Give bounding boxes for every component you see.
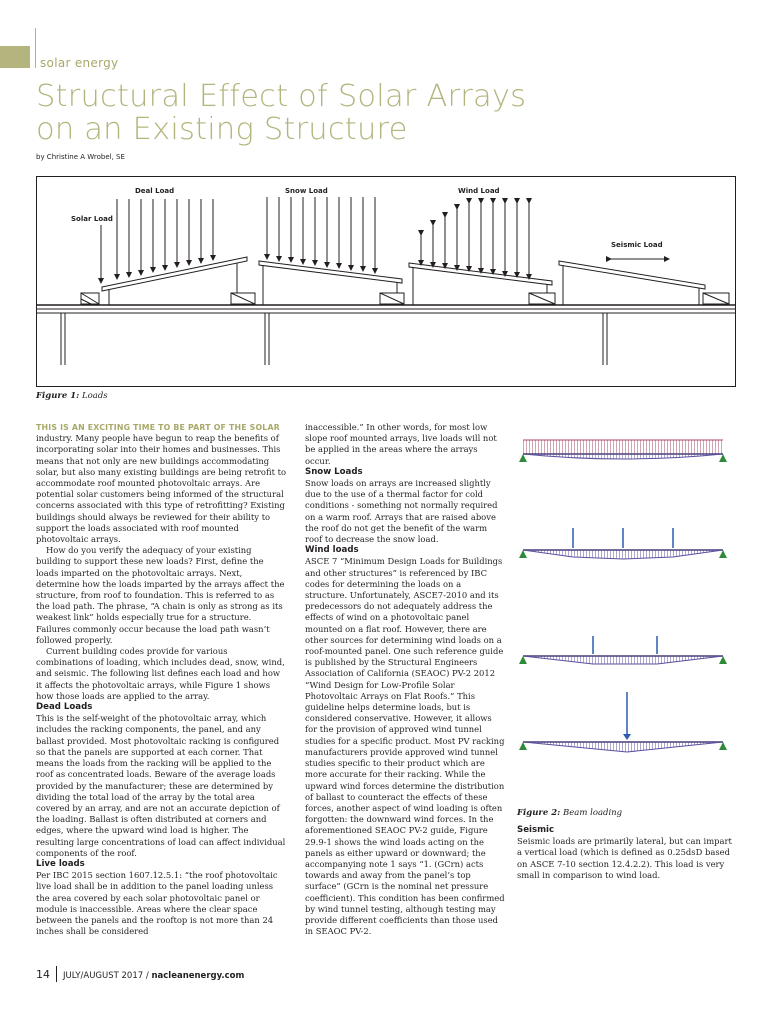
figure-1-loads-diagram [36,176,736,387]
figure-1-caption: Figure 1: Loads [36,391,108,401]
title-line-1: Structural Effect of Solar Arrays [36,79,527,114]
label-dead-load: Deal Load [135,187,175,195]
paragraph: How do you verify the adequacy of your existing building to support these new loads? First, define the loads imparted on the photovoltaic arrays. Next, determine how the loads imparted by the arrays affect the structure, from roof to foundation. This is referred to as the load path. The phrase, “A chain is only as strong as its weakest link” holds especially true for a structure. Failures commonly occur because the load path wasn’t followed properly. [36,545,285,645]
figure-2-beam-diagrams [517,422,732,804]
figure-2-caption: Figure 2: Beam loading [517,808,623,818]
heading-seismic: Seismic [517,825,555,835]
paragraph: This is the self-weight of the photovoltaic array, which includes the racking components, the panel, and any ballast provided. Most photovoltaic racking is configured so that the panels are supported at each corner. That means the loads from the racking will be applied to the roof as concentrated loads. Beware of the average loads provided by the manufacturer; these are determined by dividing the total load of the array by the total area covered by an array, and are not an accurate depiction of the loading. Ballast is often distributed at corners and edges, where the upward wind load is higher. The resulting large concentrations of load can affect individual components of the roof. [36,713,286,858]
heading-snow-loads: Snow Loads [305,466,363,477]
label-seismic-load: Seismic Load [611,241,663,249]
beam-diagram-single-point [519,692,727,752]
page-footer [36,966,244,982]
column-3 [517,825,732,881]
page-number: 14 [36,968,50,981]
heading-live-loads: Live loads [36,858,85,869]
paragraph: Current building codes provide for various combinations of loading, which includes dead, snow, wind, and seismic. The following list defines each load and how it affects the photovoltaic arrays, while Figure 1 shows how those loads are applied to the array. [36,646,285,701]
header-rule [35,28,36,68]
section-tab [0,46,30,68]
paragraph: Snow loads on arrays are increased slightly due to the use of a thermal factor for cold conditions - something not normally required on a warm roof. Arrays that are raised above the roof do not get the benefit of the warm roof to decrease the snow load. [305,478,498,545]
beam-diagram-uniform [519,440,727,462]
paragraph: Seismic loads are primarily lateral, but can impart a vertical load (which is defined as 0.25dsD based on ASCE 7-10 section 12.4.2.2). This load is very small in comparison to wind load. [517,836,732,880]
title-line-2: on an Existing Structure [36,112,408,147]
lead-in: THIS IS AN EXCITING TIME TO BE PART OF THE SOLAR [36,423,280,432]
paragraph: Per IBC 2015 section 1607.12.5.1: “the roof photovoltaic live load shall be in addition to the panel loading unless the area covered by each solar photovoltaic panel or module is inaccessible. Areas where the clear space between the panels and the rooftop is not more than 24 inches shall be considered [36,870,278,937]
label-snow-load: Snow Load [285,187,328,195]
paragraph: ASCE 7 “Minimum Design Loads for Buildings and other structures” is referenced by IBC codes for determining the loads on a structure. Unfortunately, ASCE7-2010 and its predecessors do not adequately address the effects of wind on a photovoltaic panel mounted on a flat roof. However, there are other sources for determining wind loads on a roof-mounted panel. One such reference guide is published by the Structural Engineers Association of California (SEAOC) PV-2 2012 “Wind Design for Low-Profile Solar Photovoltaic Arrays on Flat Roofs.” This guideline helps determine loads, but is considered conservative. However, it allows for the provision of approved wind tunnel studies for a specific product. Most PV racking manufacturers provide approved wind tunnel studies specific to their product which are more accurate for their racking. While the upward wind forces determine the distribution of ballast to counteract the effects of these forces, another aspect of wind loading is often forgotten: the downward wind forces. In the aforementioned SEAOC PV-2 guide, Figure 29.9-1 shows the wind loads acting on the panels as either upward or downward; the accompanying note 1 says “1. (GCrn) acts towards and away from the panel’s top surface” (GCrn is the nominal net pressure coefficient). This condition has been confirmed by wind tunnel testing, although testing may provide different coefficients than those used in SEAOC PV-2. [305,556,505,937]
heading-wind-loads: Wind loads [305,545,359,556]
footer-separator: / [145,971,149,981]
column-1 [36,422,286,937]
label-wind-load: Wind Load [458,187,500,195]
heading-dead-loads: Dead Loads [36,702,93,713]
issue-date: JULY/AUGUST 2017 [63,971,144,981]
label-solar-load: Solar Load [71,215,113,223]
intro-paragraph: THIS IS AN EXCITING TIME TO BE PART OF THE SOLAR industry. Many people have begun to reap the benefits of incorporating solar into their homes and businesses. This means that not only are new buildings accommodating solar, but also many existing buildings are being retrofit to accommodate roof mounted photovoltaic arrays. Are potential solar customers being informed of the structural concerns associated with this type of retrofitting? Existing buildings should always be reviewed for their ability to support the loads associated with roof mounted photovoltaic arrays. [36,423,287,545]
byline: by Christine A Wrobel, SE [36,153,125,161]
beam-diagram-three-point [519,528,727,559]
footer-divider [56,966,57,982]
paragraph: inaccessible.” In other words, for most low slope roof mounted arrays, live loads will not be applied in the areas where the arrays occur. [305,422,497,466]
article-title [36,80,736,146]
section-label: solar energy [40,56,119,70]
beam-diagram-two-point [519,636,727,664]
site-link[interactable]: nacleanenergy.com [151,971,245,981]
column-2 [305,422,505,937]
